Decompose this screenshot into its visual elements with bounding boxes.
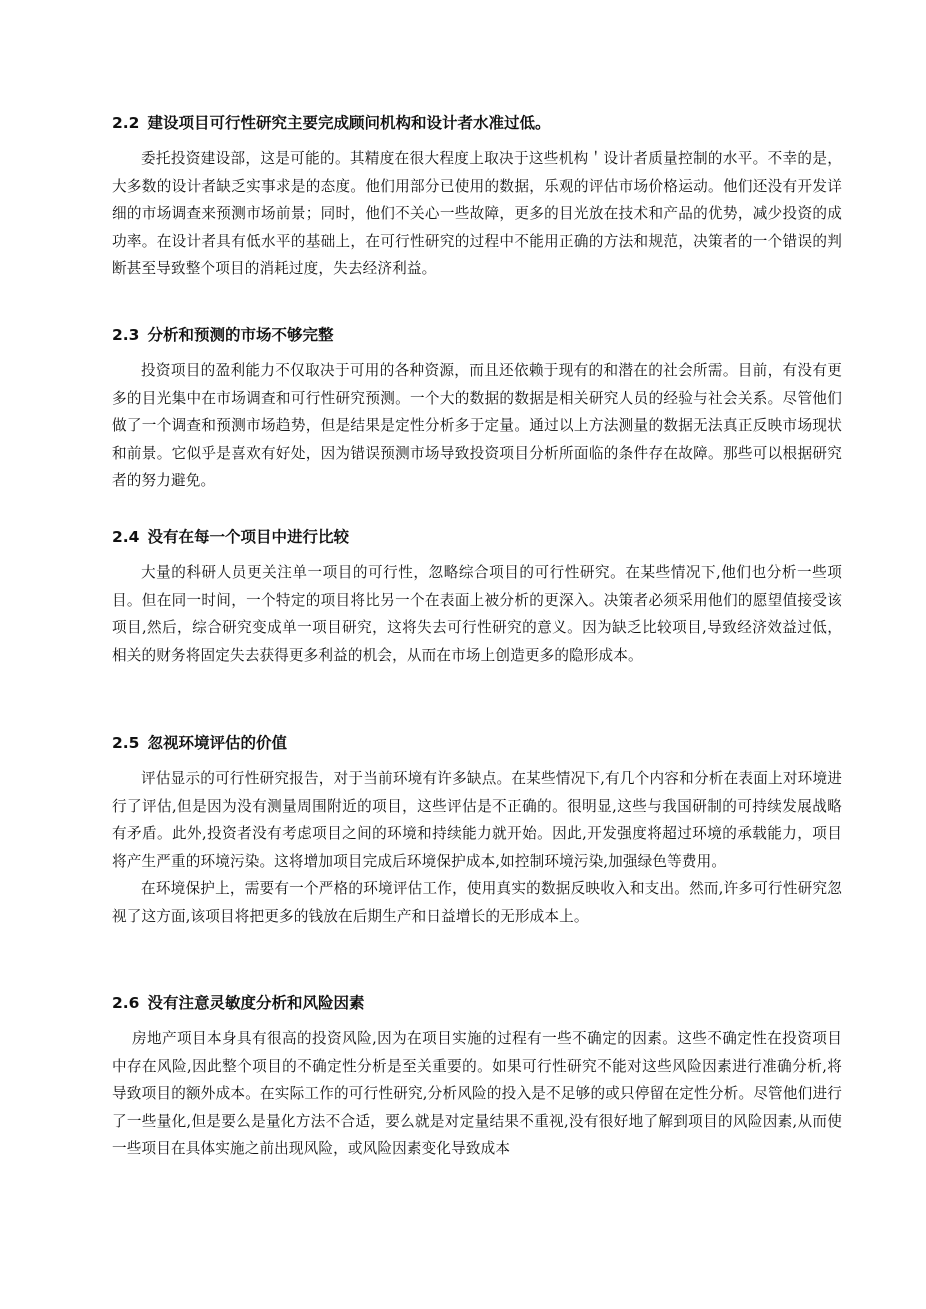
paragraph: 大量的科研人员更关注单一项目的可行性，忽略综合项目的可行性研究。在某些情况下,他们也分析一些项目。但在同一时间，一个特定的项目将比另一个在表面上被分析的更深入。决策者必须采用他们的愿望值接受该项目,然后，综合研究变成单一项目研究，这将失去可行性研究的意义。因为缺乏比较项目,导致经济效益过低，相关的财务将固定失去获得更多利益的机会，从而在市场上创造更多的隐形成本。 <box>112 564 842 664</box>
section-heading <box>112 732 842 754</box>
section-title: 忽视环境评估的价值 <box>147 734 287 752</box>
section-number: 2.5 <box>112 734 140 752</box>
section-number: 2.3 <box>112 326 140 344</box>
section-2-2 <box>112 112 842 283</box>
section-2-5 <box>112 732 842 931</box>
section-2-6 <box>112 992 842 1163</box>
section-heading <box>112 324 842 346</box>
section-number: 2.6 <box>112 994 140 1012</box>
paragraph: 评估显示的可行性研究报告，对于当前环境有许多缺点。在某些情况下,有几个内容和分析在表面上对环境进行了评估,但是因为没有测量周围附近的项目，这些评估是不正确的。很明显,这些与我国研制的可持续发展战略有矛盾。此外,投资者没有考虑项目之间的环境和持续能力就开始。因此,开发强度将超过环境的承载能力，项目将产生严重的环境污染。这将增加项目完成后环境保护成本,如控制环境污染,加强绿色等费用。 <box>112 770 842 870</box>
paragraph: 投资项目的盈利能力不仅取决于可用的各种资源，而且还依赖于现有的和潜在的社会所需。目前，有没有更多的目光集中在市场调查和可行性研究预测。一个大的数据的数据是相关研究人员的经验与社会关系。尽管他们做了一个调查和预测市场趋势，但是结果是定性分析多于定量。通过以上方法测量的数据无法真正反映市场现状和前景。它似乎是喜欢有好处，因为错误预测市场导致投资项目分析所面临的条件存在故障。那些可以根据研究者的努力避免。 <box>112 362 842 490</box>
section-2-4 <box>112 526 842 669</box>
section-title: 没有注意灵敏度分析和风险因素 <box>147 994 365 1012</box>
paragraph: 房地产项目本身具有很高的投资风险,因为在项目实施的过程有一些不确定的因素。这些不确定性在投资项目中存在风险,因此整个项目的不确定性分析是至关重要的。如果可行性研究不能对这些风险因素进行准确分析,将导致项目的额外成本。在实际工作的可行性研究,分析风险的投入是不足够的或只停留在定性分析。尽管他们进行了一些量化,但是要么是量化方法不合适，要么就是对定量结果不重视,没有很好地了解到项目的风险因素,从而使一些项目在具体实施之前出现风险，或风险因素变化导致成本 <box>112 1030 842 1158</box>
paragraph: 在环境保护上，需要有一个严格的环境评估工作，使用真实的数据反映收入和支出。然而,许多可行性研究忽视了这方面,该项目将把更多的钱放在后期生产和日益增长的无形成本上。 <box>112 880 842 925</box>
section-heading <box>112 526 842 548</box>
section-heading <box>112 112 842 134</box>
section-heading <box>112 992 842 1014</box>
paragraph: 委托投资建设部，这是可能的。其精度在很大程度上取决于这些机构＇设计者质量控制的水平。不幸的是，大多数的设计者缺乏实事求是的态度。他们用部分已使用的数据，乐观的评估市场价格运动。他们还没有开发详细的市场调查来预测市场前景；同时，他们不关心一些故障，更多的目光放在技术和产品的优势，减少投资的成功率。在设计者具有低水平的基础上，在可行性研究的过程中不能用正确的方法和规范，决策者的一个错误的判断甚至导致整个项目的消耗过度，失去经济利益。 <box>112 150 842 278</box>
section-title: 分析和预测的市场不够完整 <box>147 326 334 344</box>
section-2-3 <box>112 324 842 495</box>
section-number: 2.2 <box>112 114 140 132</box>
section-title: 没有在每一个项目中进行比较 <box>147 528 349 546</box>
section-title: 建设项目可行性研究主要完成顾问机构和设计者水准过低。 <box>147 114 551 132</box>
section-number: 2.4 <box>112 528 140 546</box>
